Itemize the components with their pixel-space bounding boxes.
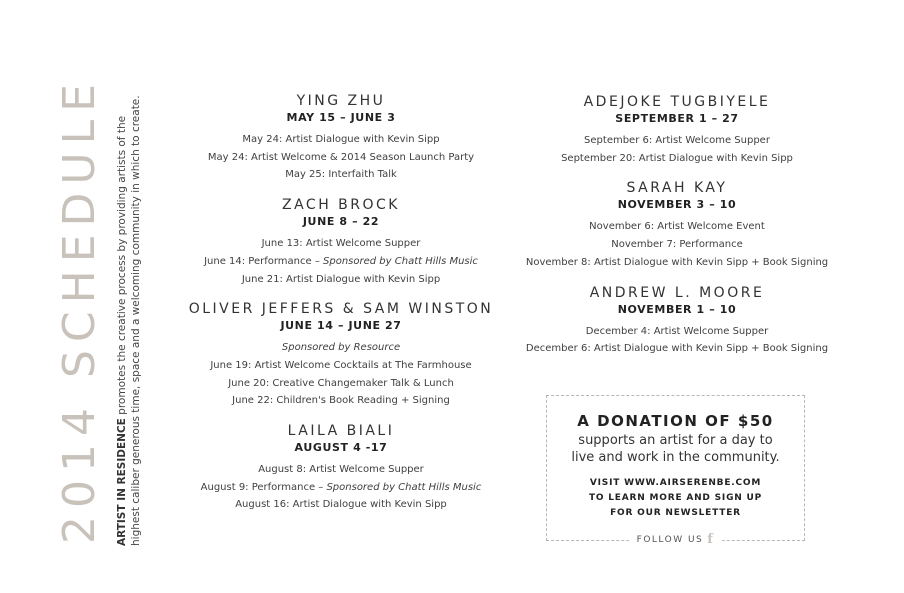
event-text: June 13: Artist Welcome Supper xyxy=(261,238,421,250)
artist-dates: NOVEMBER 3 – 10 xyxy=(617,198,737,212)
donation-body xyxy=(547,432,804,466)
artist-dates: JUNE 14 – JUNE 27 xyxy=(280,319,402,333)
donation-body-line: supports an artist for a day to xyxy=(578,433,773,448)
artist-block xyxy=(512,93,842,167)
event-text: June 14: Performance – xyxy=(204,255,324,267)
event-item xyxy=(180,131,502,149)
artist-name: LAILA BIALI xyxy=(287,423,395,440)
event-item xyxy=(180,375,502,393)
facebook-icon[interactable]: f xyxy=(707,532,715,547)
artist-block xyxy=(180,196,502,288)
donation-call-to-action[interactable] xyxy=(547,476,804,521)
event-text: August 9: Performance – xyxy=(200,481,327,493)
event-sponsor-note: Sponsored by Resource xyxy=(281,342,401,354)
event-item xyxy=(180,392,502,410)
event-item xyxy=(512,236,842,254)
event-item xyxy=(180,339,502,357)
event-item xyxy=(180,357,502,375)
event-text: June 20: Creative Changemaker Talk & Lunch xyxy=(228,377,454,389)
event-text: May 25: Interfaith Talk xyxy=(285,169,397,181)
event-item xyxy=(512,218,842,236)
donation-heading: A DONATION OF $50 xyxy=(577,412,774,430)
event-text: August 16: Artist Dialogue with Kevin Sipp xyxy=(235,499,447,511)
event-text: September 20: Artist Dialogue with Kevin Sipp xyxy=(561,152,793,164)
follow-us-label: FOLLOW US xyxy=(636,535,704,545)
event-text: November 7: Performance xyxy=(611,239,743,251)
event-text: September 6: Artist Welcome Supper xyxy=(584,135,770,146)
artist-block xyxy=(180,300,502,410)
schedule-left-column xyxy=(180,92,502,526)
event-item xyxy=(180,271,502,289)
page-title: 2014 SCHEDULE xyxy=(54,76,105,544)
cta-line: FOR OUR NEWSLETTER xyxy=(610,508,741,518)
artist-dates: JUNE 8 – 22 xyxy=(302,215,380,229)
event-item xyxy=(180,496,502,514)
artist-block xyxy=(512,284,842,358)
artist-name: YING ZHU xyxy=(296,93,386,109)
intro-text xyxy=(115,86,143,546)
cta-line[interactable]: VISIT WWW.AIRSERENBE.COM xyxy=(589,478,762,488)
event-item xyxy=(180,166,502,184)
event-text: December 6: Artist Dialogue with Kevin Sipp + Book Signing xyxy=(525,343,829,355)
artist-dates: MAY 15 – JUNE 3 xyxy=(286,111,396,124)
artist-name: ADEJOKE TUGBIYELE xyxy=(583,94,771,110)
brand-name: ARTIST IN RESIDENCE xyxy=(116,418,128,546)
follow-us[interactable] xyxy=(629,532,723,548)
event-text: November 8: Artist Dialogue with Kevin Sipp + Book Signing xyxy=(525,256,829,268)
schedule-right-column xyxy=(512,93,842,370)
artist-dates: NOVEMBER 1 – 10 xyxy=(617,302,737,316)
intro-description: promotes the creative process by providing artists of the highest caliber generous time, space and a welcoming community in which to create. xyxy=(116,95,142,546)
donation-body-line: live and work in the community. xyxy=(571,450,780,465)
event-sponsor-note: Sponsored by Chatt Hills Music xyxy=(326,481,482,493)
event-text: June 22: Children's Book Reading + Signing xyxy=(232,395,450,407)
event-item xyxy=(180,149,502,167)
donation-box xyxy=(546,395,805,547)
event-text: December 4: Artist Welcome Supper xyxy=(585,325,769,337)
artist-block xyxy=(180,422,502,514)
artist-name: ANDREW L. MOORE xyxy=(589,284,765,301)
event-text: May 24: Artist Welcome & 2014 Season Launch Party xyxy=(207,151,475,163)
event-text: June 21: Artist Dialogue with Kevin Sipp xyxy=(241,273,441,285)
event-text: August 8: Artist Welcome Supper xyxy=(258,464,424,476)
event-item xyxy=(180,235,502,253)
artist-block xyxy=(180,92,502,184)
event-item xyxy=(512,340,842,358)
event-item xyxy=(512,254,842,272)
event-text: June 19: Artist Welcome Cocktails at The Farmhouse xyxy=(210,359,472,371)
event-item xyxy=(180,461,502,479)
event-sponsor-note: Sponsored by Chatt Hills Music xyxy=(323,255,478,267)
event-item xyxy=(180,253,502,271)
event-text: November 6: Artist Welcome Event xyxy=(589,221,765,233)
event-text: May 24: Artist Dialogue with Kevin Sipp xyxy=(242,134,440,145)
artist-name: OLIVER JEFFERS & SAM WINSTON xyxy=(188,301,494,318)
event-item xyxy=(180,479,502,497)
event-item xyxy=(512,150,842,168)
artist-name: ZACH BROCK xyxy=(282,197,400,214)
cta-line: TO LEARN MORE AND SIGN UP xyxy=(588,493,763,503)
artist-dates: AUGUST 4 -17 xyxy=(294,441,388,455)
event-item xyxy=(512,132,842,150)
artist-name: SARAH KAY xyxy=(626,180,728,197)
artist-block xyxy=(512,179,842,271)
event-item xyxy=(512,323,842,341)
artist-dates: SEPTEMBER 1 – 27 xyxy=(615,112,739,125)
